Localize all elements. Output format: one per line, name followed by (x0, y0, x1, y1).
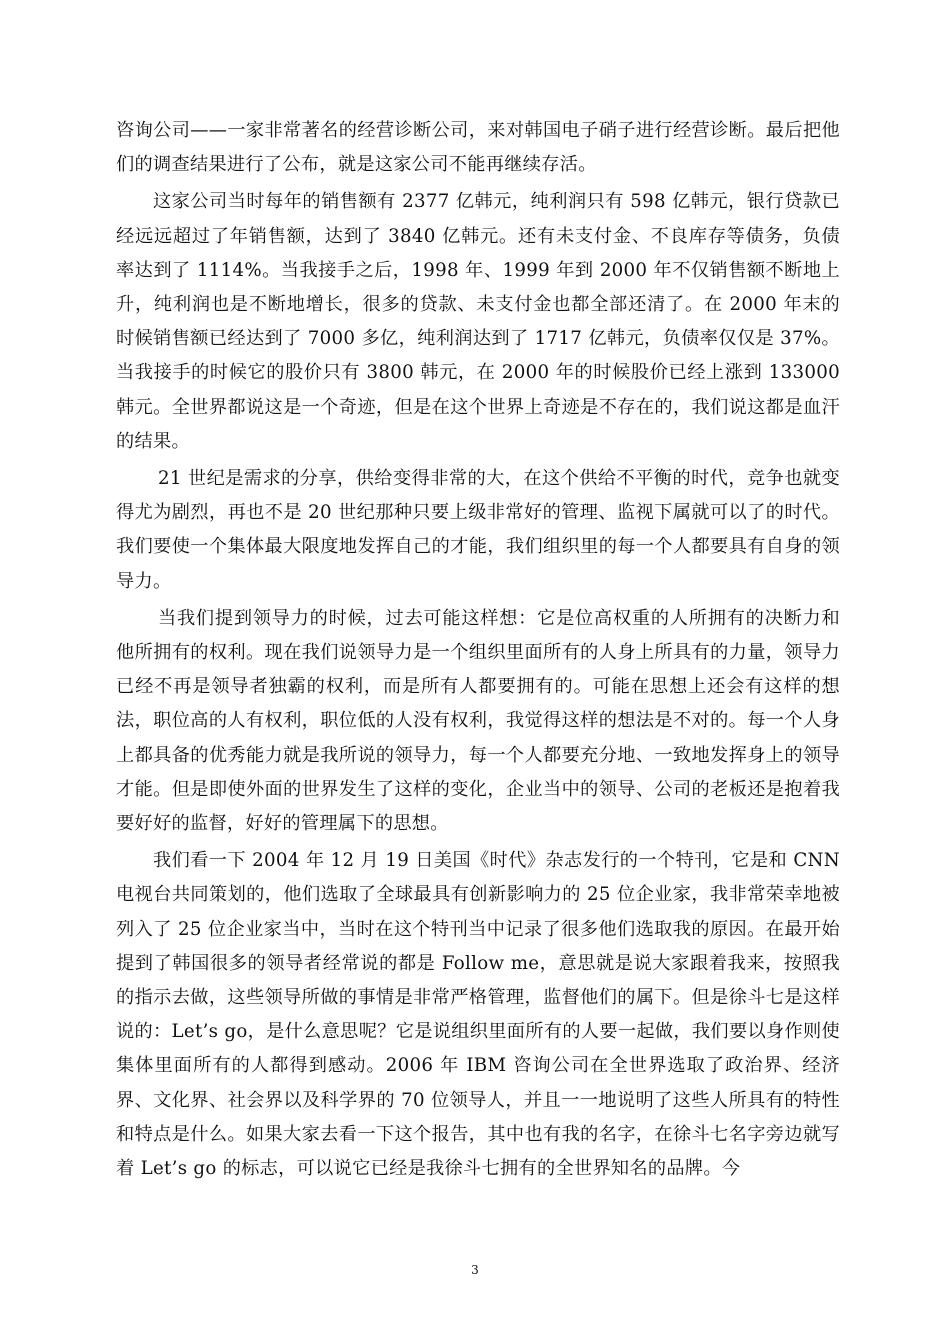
body-text (116, 114, 840, 1189)
paragraph-company-finances: 这家公司当时每年的销售额有 2377 亿韩元，纯利润只有 598 亿韩元，银行贷款已经远远超过了年销售额，达到了 3840 亿韩元。还有未支付金、不良库存等债务，负债率达到了 1114%。当我接手之后，1998 年、1999 年到 2000 年不仅销售额不断地上升，纯利润也是不断地增长，很多的贷款、未支付金也都全部还清了。在 2000 年末的时候销售额已经达到了 7000 多亿，纯利润达到了 1717 亿韩元，负债率仅仅是 37%。当我接手的时候它的股价只有 3800 韩元，在 2000 年的时候股价已经上涨到 133000 韩元。全世界都说这是一个奇迹，但是在这个世界上奇迹是不存在的，我们说这都是血汗的结果。 (116, 191, 840, 452)
page-number: 3 (471, 1263, 479, 1277)
paragraph-time-magazine: 我们看一下 2004 年 12 月 19 日美国《时代》杂志发行的一个特刊，它是和 CNN 电视台共同策划的，他们选取了全球最具有创新影响力的 25 位企业家，我非常荣幸地被列入了 25 位企业家当中，当时在这个特刊当中记录了很多他们选取我的原因。在最开始提到了韩国很多的领导者经常说的都是 Follow me，意思就是说大家跟着我来，按照我的指示去做，这些领导所做的事情是非常严格管理，监督他们的属下。但是徐斗七是这样说的：Let’s go，是什么意思呢？它是说组织里面所有的人要一起做，我们要以身作则使集体里面所有的人都得到感动。2006 年 IBM 咨询公司在全世界选取了政治界、经济界、文化界、社会界以及科学界的 70 位领导人，并且一一地说明了这些人所具有的特性和特点是什么。如果大家去看一下这个报告，其中也有我的名字，在徐斗七名字旁边就写着 Let’s go 的标志，可以说它已经是我徐斗七拥有的全世界知名的品牌。今 (116, 850, 840, 1180)
paragraph-21st-century: 21 世纪是需求的分享，供给变得非常的大，在这个供给不平衡的时代，竞争也就变得尤为剧烈，再也不是 20 世纪那种只要上级非常好的管理、监视下属就可以了的时代。我们要使一个集体最大限度地发挥自己的才能，我们组织里的每一个人都要具有自身的领导力。 (116, 468, 840, 592)
paragraph-leadership: 当我们提到领导力的时候，过去可能这样想：它是位高权重的人所拥有的决断力和他所拥有的权利。现在我们说领导力是一个组织里面所有的人身上所具有的力量，领导力已经不再是领导者独霸的权利，而是所有人都要拥有的。可能在思想上还会有这样的想法，职位高的人有权利，职位低的人没有权利，我觉得这样的想法是不对的。每一个人身上都具备的优秀能力就是我所说的领导力，每一个人都要充分地、一致地发挥身上的领导才能。但是即使外面的世界发生了这样的变化，企业当中的领导、公司的老板还是抱着我要好好的监督，好好的管理属下的思想。 (116, 607, 840, 835)
paragraph-continuation: 咨询公司——一家非常著名的经营诊断公司，来对韩国电子硝子进行经营诊断。最后把他们的调查结果进行了公布，就是这家公司不能再继续存活。 (116, 120, 840, 176)
